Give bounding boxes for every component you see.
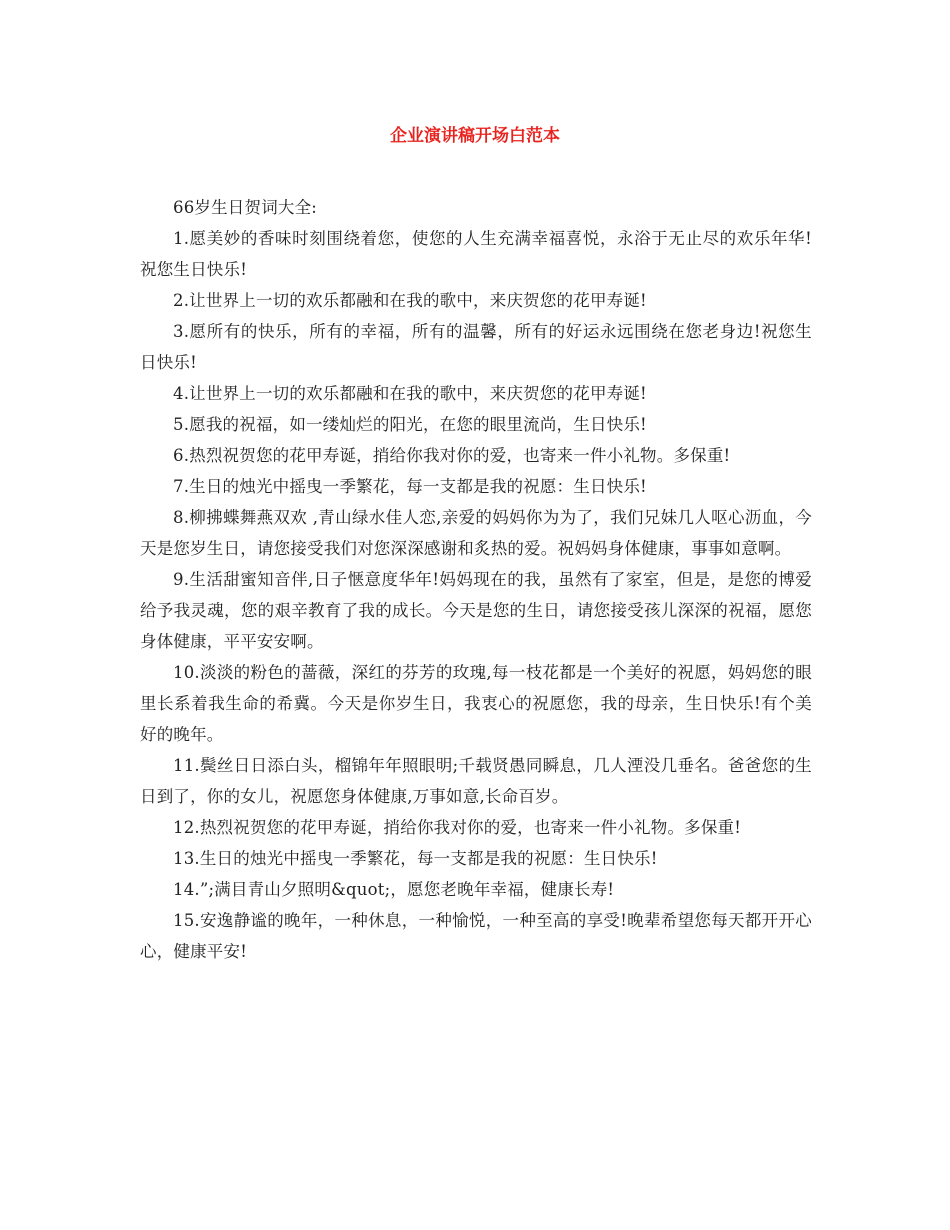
paragraph-item: 12.热烈祝贺您的花甲寿诞，捎给你我对你的爱，也寄来一件小礼物。多保重! [173,818,742,837]
paragraph-item: 1.愿美妙的香味时刻围绕着您，使您的人生充满幸福喜悦，永浴于无止尽的欢乐年华!祝您生日快乐! [140,229,812,279]
paragraph-item: 8.柳拂蝶舞燕双欢 ,青山绿水佳人恋,亲爱的妈妈你为为了，我们兄妹几人呕心沥血，今天是您岁生日，请您接受我们对您深深感谢和炙热的爱。祝妈妈身体健康，事事如意啊。 [140,508,812,558]
paragraph-item: 6.热烈祝贺您的花甲寿诞，捎给你我对你的爱，也寄来一件小礼物。多保重! [173,446,731,465]
paragraph-item: 3.愿所有的快乐，所有的幸福，所有的温馨，所有的好运永远围绕在您老身边!祝您生日快乐! [140,322,812,372]
paragraph-item: 10.淡淡的粉色的蔷薇，深红的芬芳的玫瑰,每一枝花都是一个美好的祝愿，妈妈您的眼里长系着我生命的希冀。今天是你岁生日，我衷心的祝愿您，我的母亲，生日快乐!有个美好的晚年。 [140,663,812,744]
paragraph-item: 4.让世界上一切的欢乐都融和在我的歌中，来庆贺您的花甲寿诞! [173,384,647,403]
paragraph-item: 14.”;满目青山夕照明&quot;，愿您老晚年幸福，健康长寿! [173,880,615,899]
document-title: 企业演讲稿开场白范本 [390,126,560,146]
paragraph-item: 5.愿我的祝福，如一缕灿烂的阳光，在您的眼里流尚，生日快乐! [173,415,647,434]
document-body [140,192,812,967]
paragraph-item: 11.鬓丝日日添白头，榴锦年年照眼明;千载贤愚同瞬息，几人湮没几垂名。爸爸您的生日到了，你的女儿，祝愿您身体健康,万事如意,长命百岁。 [140,756,812,806]
paragraph-item: 2.让世界上一切的欢乐都融和在我的歌中，来庆贺您的花甲寿诞! [173,291,647,310]
paragraph-item: 7.生日的烛光中摇曳一季繁花，每一支都是我的祝愿：生日快乐! [173,477,647,496]
paragraph-item: 15.安逸静谧的晚年，一种休息，一种愉悦，一种至高的享受!晚辈希望您每天都开开心心，健康平安! [140,911,812,961]
paragraph-intro: 66岁生日贺词大全: [173,198,318,217]
paragraph-item: 9.生活甜蜜知音伴,日子惬意度华年!妈妈现在的我，虽然有了家室，但是，是您的博爱给予我灵魂，您的艰辛教育了我的成长。今天是您的生日，请您接受孩儿深深的祝福，愿您身体健康，平平安安啊。 [140,570,812,651]
paragraph-item: 13.生日的烛光中摇曳一季繁花，每一支都是我的祝愿：生日快乐! [173,849,658,868]
